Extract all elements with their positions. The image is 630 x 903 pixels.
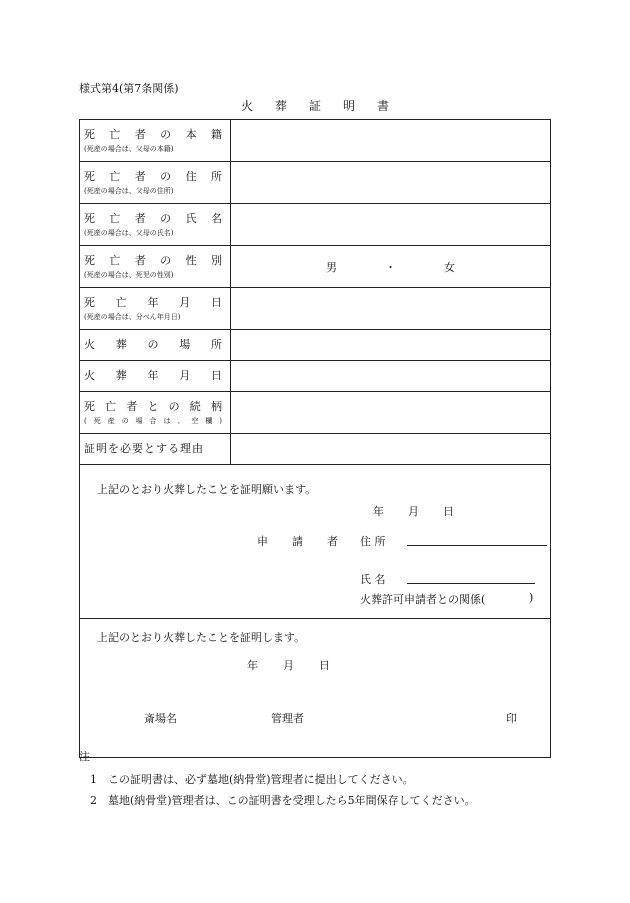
label-char: 火: [84, 369, 95, 382]
label-char: 籍: [210, 127, 222, 141]
notes: [79, 748, 476, 813]
label-char: 死: [84, 127, 95, 141]
label-char: 葬: [115, 338, 127, 351]
label-char: 月: [179, 369, 191, 382]
label-char: の: [147, 338, 159, 351]
label-char: の: [168, 399, 180, 413]
certificate-table: [79, 119, 551, 758]
row-label: [80, 120, 231, 162]
label-char: 亡: [109, 211, 121, 225]
row-label-note: (死産の場合は、分べん年月日): [84, 312, 181, 321]
label-char: の: [160, 211, 172, 225]
request-statement: 上記のとおり火葬したことを証明願います。: [97, 483, 317, 496]
gender-options: [231, 259, 550, 275]
row-label: [80, 162, 231, 204]
label-char: 続: [189, 399, 201, 413]
row-label-main: 証明を必要とする理由: [84, 442, 204, 455]
note-number: 1: [90, 773, 97, 786]
row-label-note: (死産の場合は、父母の氏名): [84, 228, 174, 237]
row-value-field[interactable]: [231, 120, 551, 162]
seal-mark: 印: [506, 712, 517, 725]
row-label-note: (死産の場合は、死児の性別): [84, 270, 174, 279]
note-number: 2: [90, 794, 97, 807]
label-char: 年: [147, 369, 159, 382]
label-char: の: [160, 253, 172, 267]
label-char: 所: [211, 338, 222, 351]
label-char: 亡: [109, 253, 121, 267]
label-char: 名: [210, 211, 222, 225]
row-label-note: (死産の場合は、父母の住所): [84, 186, 174, 195]
row-label: [80, 361, 231, 392]
form-row: [80, 204, 551, 246]
document-title: 火葬証明書: [240, 99, 411, 113]
label-char: 葬: [115, 369, 127, 382]
row-value-field[interactable]: [231, 204, 551, 246]
note-char: 場: [135, 416, 143, 425]
form-row: [80, 246, 551, 288]
form-row: [80, 330, 551, 361]
row-label-note: (死産の場合は、父母の本籍): [84, 144, 174, 153]
row-value-field[interactable]: [231, 330, 551, 361]
label-char: 本: [185, 127, 197, 141]
note-char: 合: [149, 416, 157, 425]
label-char: の: [160, 127, 172, 141]
row-value-field[interactable]: [231, 434, 551, 465]
label-char: 日: [211, 295, 222, 309]
row-label: [80, 434, 231, 465]
label-char: 者: [134, 253, 146, 267]
label-char: 亡: [109, 127, 121, 141]
note-char: 、: [177, 416, 185, 425]
label-char: 亡: [109, 169, 121, 183]
label-char: の: [160, 169, 172, 183]
label-char: 性: [185, 253, 197, 267]
form-number: 様式第4(第7条関係): [79, 82, 179, 95]
note-char: ): [219, 416, 222, 425]
row-label: [80, 288, 231, 330]
label-char: 氏: [185, 211, 197, 225]
relation-label: 火葬許可申請者との関係(: [360, 593, 486, 606]
row-label-main: [84, 128, 230, 142]
row-value-field[interactable]: [231, 392, 551, 434]
row-label: [80, 204, 231, 246]
applicant-label-3: 者: [327, 535, 338, 548]
note-char: (: [84, 416, 87, 425]
label-char: 月: [179, 295, 191, 309]
certify-date-year: 年: [247, 659, 258, 672]
row-label-main: [84, 400, 230, 414]
label-char: 死: [84, 169, 95, 183]
row-label: [80, 392, 231, 434]
row-label: [80, 330, 231, 361]
form-row: [80, 361, 551, 392]
row-label: [80, 246, 231, 288]
note-text: この証明書は、必ず墓地(納骨堂)管理者に提出してください。: [108, 773, 414, 786]
request-date-day: 日: [443, 505, 454, 518]
note-item: [79, 771, 476, 787]
relation-close: ): [529, 591, 534, 604]
row-label-main: [84, 170, 230, 184]
row-label-main: [84, 212, 230, 226]
note-char: 産: [107, 416, 115, 425]
name-label: 氏 名: [360, 573, 386, 586]
row-label-note: [84, 416, 230, 426]
label-char: 死: [84, 211, 95, 225]
certify-date-month: 月: [283, 659, 294, 672]
note-char: 空: [191, 416, 199, 425]
address-field[interactable]: [407, 545, 547, 546]
notes-title: 注: [79, 750, 90, 763]
certify-statement: 上記のとおり火葬したことを証明します。: [97, 631, 306, 644]
row-value-field[interactable]: [231, 162, 551, 204]
row-label-main: [84, 254, 230, 268]
applicant-label-1: 申: [257, 535, 268, 548]
note-char: の: [121, 416, 129, 425]
address-label: 住 所: [360, 535, 386, 548]
form-row: [80, 434, 551, 465]
label-char: 死: [84, 253, 95, 267]
request-section: [80, 465, 551, 619]
certify-section: [80, 619, 551, 758]
label-char: 日: [211, 369, 222, 382]
note-char: 死: [93, 416, 101, 425]
label-char: 亡: [115, 295, 127, 309]
label-char: 者: [134, 211, 146, 225]
gender-female[interactable]: 女: [444, 260, 455, 274]
row-value-field[interactable]: [231, 361, 551, 392]
note-char: は: [163, 416, 171, 425]
label-char: 者: [126, 399, 138, 413]
label-char: 別: [210, 253, 222, 267]
label-char: と: [147, 399, 159, 413]
form-row: [80, 392, 551, 434]
label-char: 亡: [105, 399, 117, 413]
note-item: [79, 792, 476, 808]
gender-male[interactable]: 男: [326, 260, 337, 274]
label-char: 死: [84, 295, 95, 309]
row-label-main: [84, 369, 230, 383]
form-row: [80, 288, 551, 330]
note-char: 欄: [205, 416, 213, 425]
request-date-year: 年: [373, 505, 384, 518]
row-label-main: [84, 296, 230, 310]
form-row: [80, 162, 551, 204]
label-char: 場: [179, 338, 191, 351]
label-char: 所: [210, 169, 222, 183]
gender-separator: ・: [385, 260, 396, 274]
label-char: 死: [84, 399, 95, 413]
row-value-field[interactable]: [231, 288, 551, 330]
label-char: 住: [185, 169, 197, 183]
row-value-field[interactable]: [231, 246, 551, 288]
note-text: 墓地(納骨堂)管理者は、この証明書を受理したら5年間保存してください。: [108, 794, 476, 807]
name-field[interactable]: [407, 583, 535, 584]
label-char: 火: [84, 338, 95, 351]
label-char: 者: [134, 127, 146, 141]
row-label-main: [84, 338, 230, 352]
label-char: 者: [134, 169, 146, 183]
crematorium-label: 斎場名: [144, 712, 177, 725]
certify-date-day: 日: [319, 659, 330, 672]
manager-label: 管理者: [271, 712, 304, 725]
request-date-month: 月: [408, 505, 419, 518]
form-row: [80, 120, 551, 162]
label-char: 年: [147, 295, 159, 309]
applicant-label-2: 請: [292, 535, 303, 548]
label-char: 柄: [210, 399, 222, 413]
